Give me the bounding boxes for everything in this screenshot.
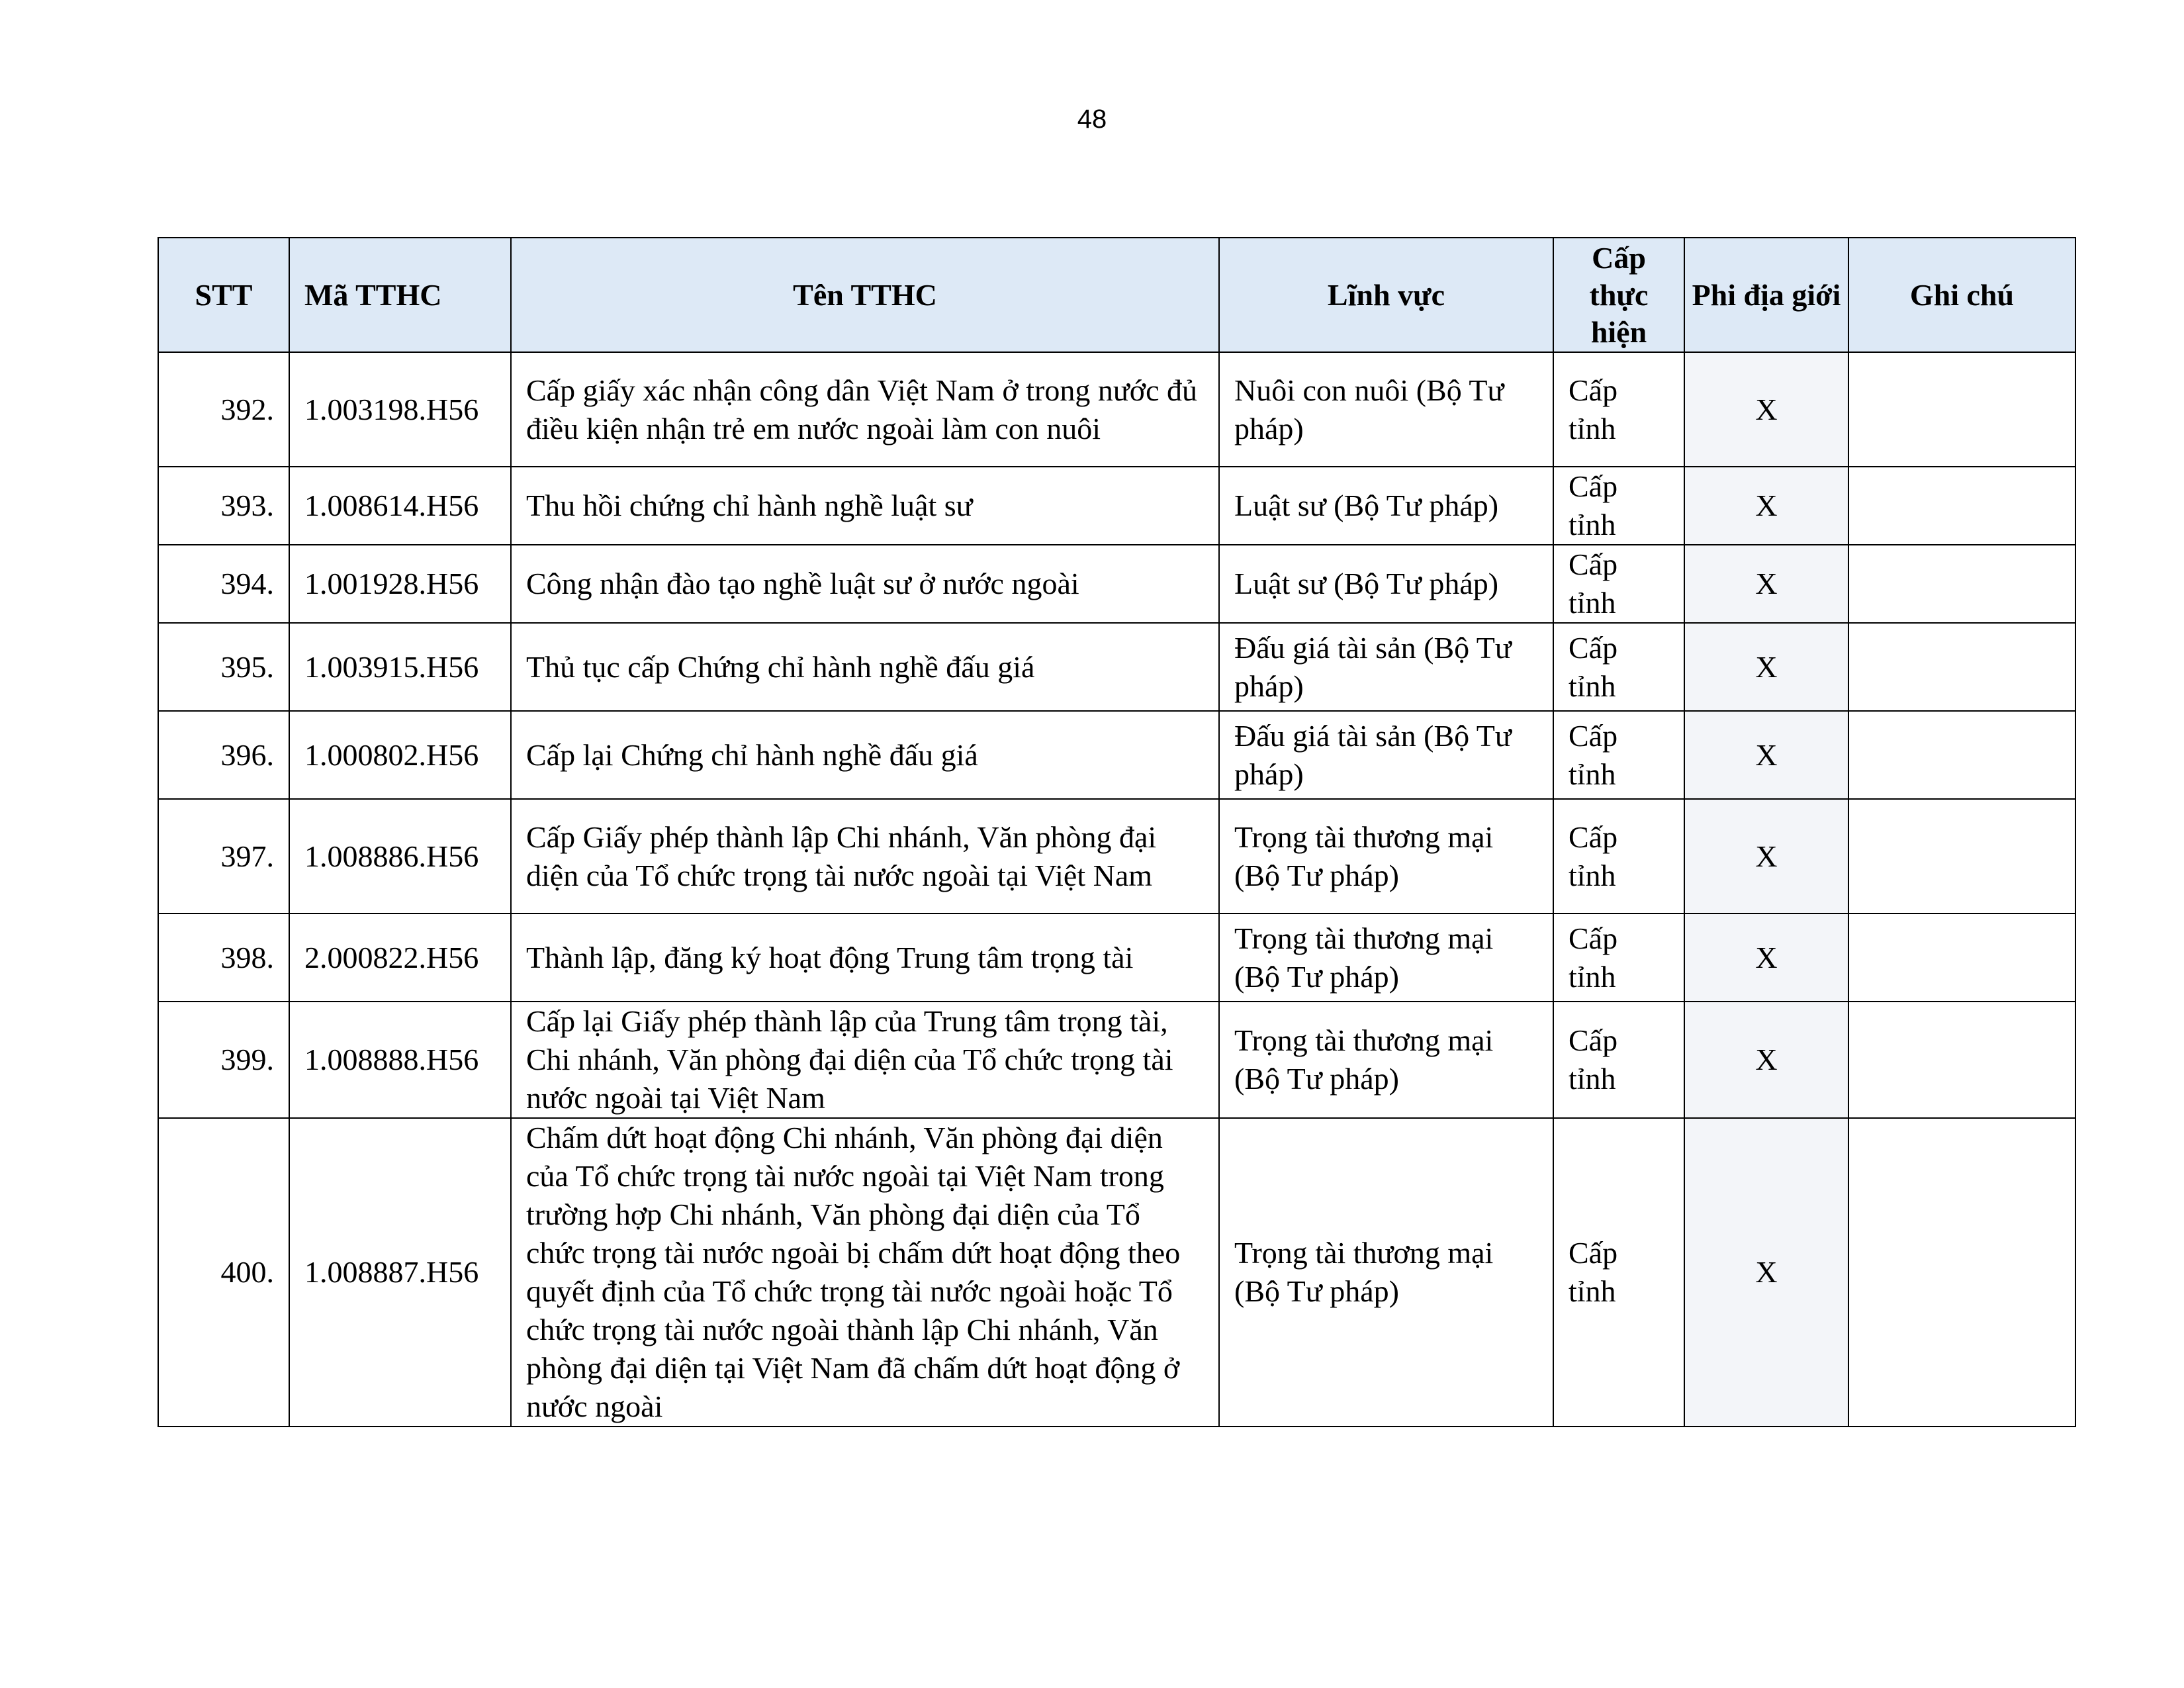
table-row [158,467,2075,545]
cell-linh-vuc: Trọng tài thương mại (Bộ Tư pháp) [1219,799,1553,914]
page-number: 48 [1077,105,1107,134]
cell-cap-thuc-hien: Cấp tỉnh [1553,1118,1684,1427]
cell-ma-tthc: 1.008887.H56 [289,1118,511,1427]
table-row [158,1118,2075,1427]
cell-stt: 398. [158,914,289,1002]
table-header-row [158,238,2075,352]
cell-linh-vuc: Luật sư (Bộ Tư pháp) [1219,545,1553,623]
cell-cap-thuc-hien: Cấp tỉnh [1553,914,1684,1002]
cell-phi-dia-gioi: X [1684,799,1848,914]
header-ten-tthc: Tên TTHC [511,238,1219,352]
header-stt: STT [158,238,289,352]
cell-ten-tthc: Thu hồi chứng chỉ hành nghề luật sư [511,467,1219,545]
cell-ma-tthc: 1.008888.H56 [289,1002,511,1118]
cell-linh-vuc: Nuôi con nuôi (Bộ Tư pháp) [1219,352,1553,467]
table-row [158,352,2075,467]
table-row [158,799,2075,914]
cell-phi-dia-gioi: X [1684,623,1848,711]
cell-ten-tthc: Cấp lại Chứng chỉ hành nghề đấu giá [511,711,1219,799]
cell-linh-vuc: Đấu giá tài sản (Bộ Tư pháp) [1219,711,1553,799]
cell-ten-tthc: Cấp lại Giấy phép thành lập của Trung tâm trọng tài, Chi nhánh, Văn phòng đại diện của Tổ chức trọng tài nước ngoài tại Việt Nam [511,1002,1219,1118]
header-ghi-chu: Ghi chú [1848,238,2075,352]
header-cap-thuc-hien: Cấp thực hiện [1553,238,1684,352]
cell-ten-tthc: Công nhận đào tạo nghề luật sư ở nước ngoài [511,545,1219,623]
cell-linh-vuc: Luật sư (Bộ Tư pháp) [1219,467,1553,545]
cell-ghi-chu [1848,711,2075,799]
cell-phi-dia-gioi: X [1684,352,1848,467]
cell-ghi-chu [1848,352,2075,467]
cell-cap-thuc-hien: Cấp tỉnh [1553,711,1684,799]
cell-ma-tthc: 1.003915.H56 [289,623,511,711]
cell-ghi-chu [1848,623,2075,711]
header-linh-vuc: Lĩnh vực [1219,238,1553,352]
cell-stt: 397. [158,799,289,914]
cell-ghi-chu [1848,799,2075,914]
table-row [158,1002,2075,1118]
cell-phi-dia-gioi: X [1684,914,1848,1002]
cell-phi-dia-gioi: X [1684,1002,1848,1118]
cell-linh-vuc: Trọng tài thương mại (Bộ Tư pháp) [1219,1002,1553,1118]
cell-stt: 400. [158,1118,289,1427]
cell-ma-tthc: 2.000822.H56 [289,914,511,1002]
cell-cap-thuc-hien: Cấp tỉnh [1553,545,1684,623]
cell-ten-tthc: Cấp Giấy phép thành lập Chi nhánh, Văn phòng đại diện của Tổ chức trọng tài nước ngoài tại Việt Nam [511,799,1219,914]
cell-ma-tthc: 1.003198.H56 [289,352,511,467]
cell-ma-tthc: 1.001928.H56 [289,545,511,623]
cell-linh-vuc: Trọng tài thương mại (Bộ Tư pháp) [1219,1118,1553,1427]
cell-cap-thuc-hien: Cấp tỉnh [1553,467,1684,545]
cell-ma-tthc: 1.008614.H56 [289,467,511,545]
table-row [158,914,2075,1002]
cell-ghi-chu [1848,467,2075,545]
cell-linh-vuc: Đấu giá tài sản (Bộ Tư pháp) [1219,623,1553,711]
cell-ma-tthc: 1.008886.H56 [289,799,511,914]
cell-ten-tthc: Cấp giấy xác nhận công dân Việt Nam ở trong nước đủ điều kiện nhận trẻ em nước ngoài làm con nuôi [511,352,1219,467]
cell-linh-vuc: Trọng tài thương mại (Bộ Tư pháp) [1219,914,1553,1002]
cell-ten-tthc: Chấm dứt hoạt động Chi nhánh, Văn phòng đại diện của Tổ chức trọng tài nước ngoài tại Việt Nam trong trường hợp Chi nhánh, Văn phòng đại diện của Tổ chức trọng tài nước ngoài bị chấm dứt hoạt động theo quyết định của Tổ chức trọng tài nước ngoài hoặc Tổ chức trọng tài nước ngoài thành lập Chi nhánh, Văn phòng đại diện tại Việt Nam đã chấm dứt hoạt động ở nước ngoài [511,1118,1219,1427]
cell-stt: 395. [158,623,289,711]
header-ma-tthc: Mã TTHC [289,238,511,352]
cell-stt: 396. [158,711,289,799]
cell-phi-dia-gioi: X [1684,1118,1848,1427]
cell-phi-dia-gioi: X [1684,467,1848,545]
cell-cap-thuc-hien: Cấp tỉnh [1553,623,1684,711]
cell-cap-thuc-hien: Cấp tỉnh [1553,799,1684,914]
cell-cap-thuc-hien: Cấp tỉnh [1553,1002,1684,1118]
cell-stt: 394. [158,545,289,623]
cell-ghi-chu [1848,914,2075,1002]
cell-stt: 392. [158,352,289,467]
cell-phi-dia-gioi: X [1684,711,1848,799]
procedures-table [158,237,2076,1427]
cell-phi-dia-gioi: X [1684,545,1848,623]
cell-ghi-chu [1848,545,2075,623]
cell-cap-thuc-hien: Cấp tỉnh [1553,352,1684,467]
cell-ten-tthc: Thành lập, đăng ký hoạt động Trung tâm trọng tài [511,914,1219,1002]
cell-ma-tthc: 1.000802.H56 [289,711,511,799]
cell-stt: 393. [158,467,289,545]
cell-ghi-chu [1848,1002,2075,1118]
table-row [158,711,2075,799]
table-row [158,545,2075,623]
cell-stt: 399. [158,1002,289,1118]
cell-ghi-chu [1848,1118,2075,1427]
table-row [158,623,2075,711]
cell-ten-tthc: Thủ tục cấp Chứng chỉ hành nghề đấu giá [511,623,1219,711]
header-phi-dia-gioi: Phi địa giới [1684,238,1848,352]
